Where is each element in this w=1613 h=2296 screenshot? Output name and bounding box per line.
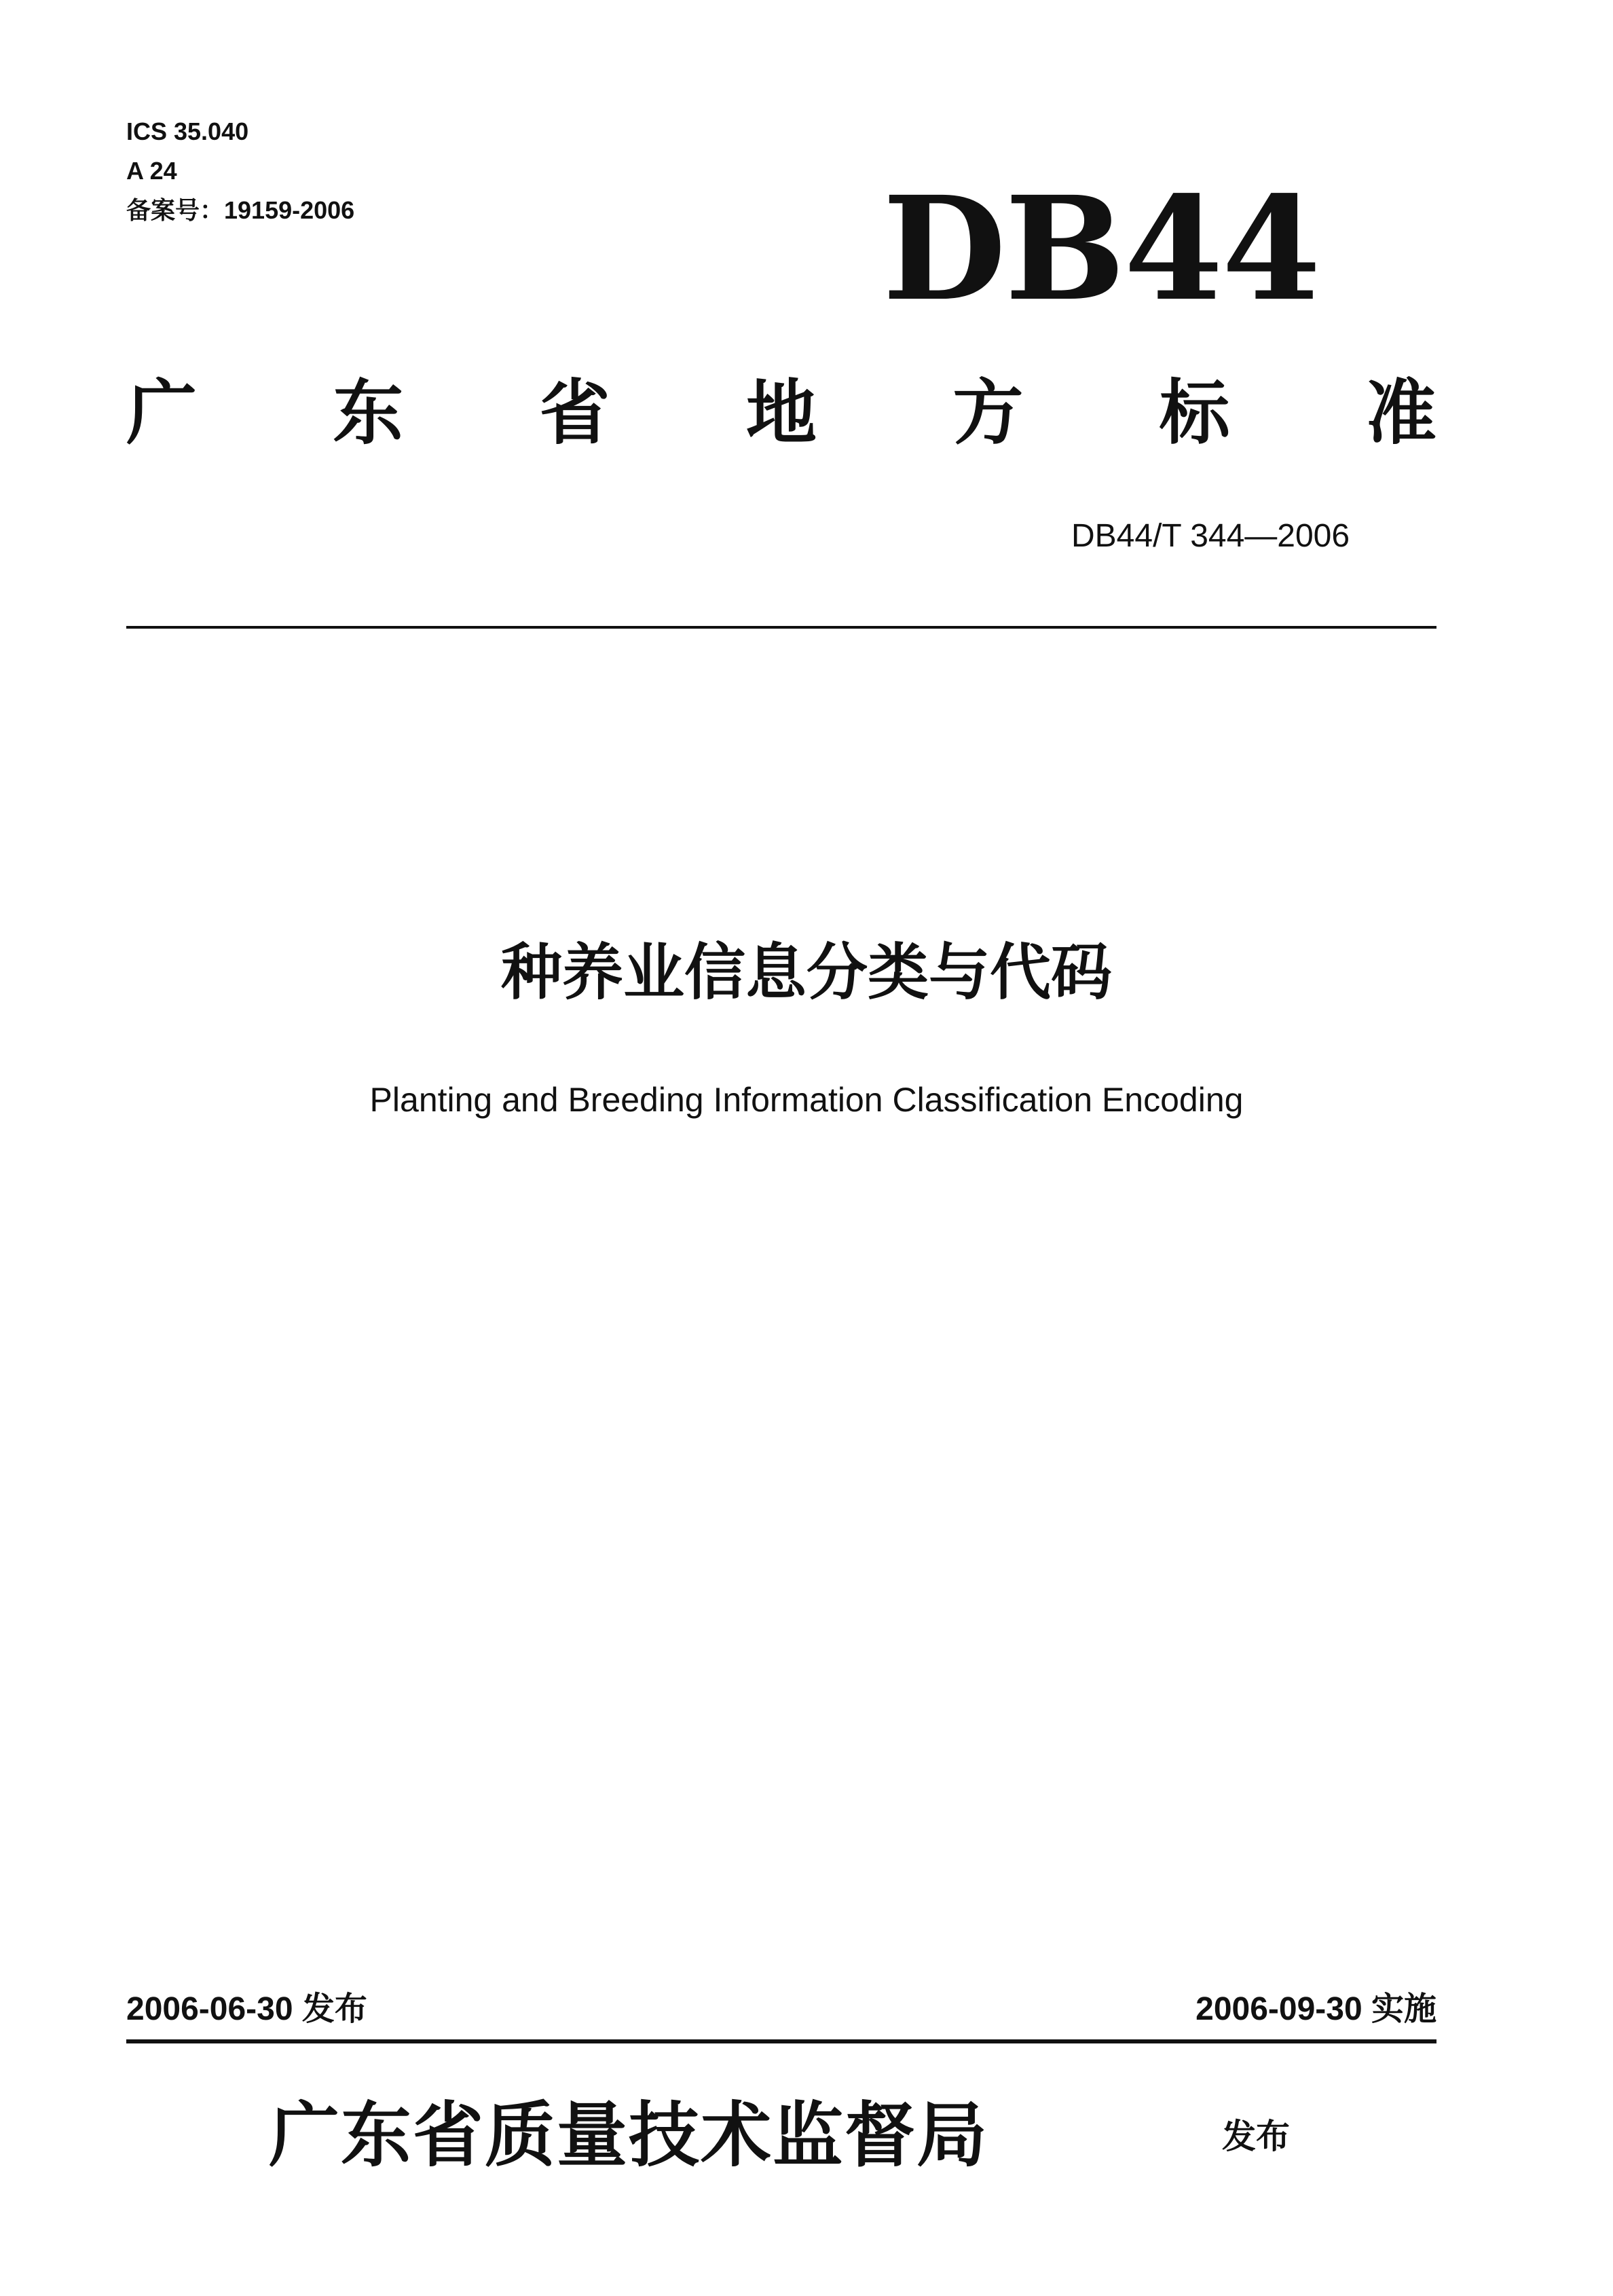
standard-type-char: 准 (1365, 371, 1436, 454)
issuer-publish-label: 发布 (1222, 2117, 1290, 2156)
implement-date: 2006-09-30 实施 (1195, 1991, 1436, 2027)
document-title-chinese: 种养业信息分类与代码 (501, 937, 1112, 1008)
document-title-english: Planting and Breeding Information Classification Encoding (369, 1081, 1244, 1119)
classification-code: A 24 (126, 157, 177, 185)
ics-code: ICS 35.040 (126, 117, 249, 145)
standard-code-logo: DB44 (883, 165, 1320, 333)
standard-type-char: 地 (745, 371, 817, 454)
record-number: 备案号：19159-2006 (126, 196, 355, 224)
top-divider (126, 626, 1436, 629)
publish-date: 2006-06-30 发布 (126, 1991, 367, 2027)
standard-number: DB44/T 344—2006 (1071, 518, 1350, 554)
standard-type-char: 广 (126, 371, 198, 454)
bottom-divider (126, 2039, 1436, 2043)
issuing-authority: 广东省质量技术监督局 (269, 2093, 989, 2177)
standard-type-char: 东 (333, 371, 404, 454)
standard-type-char: 省 (539, 371, 610, 454)
standard-type-heading (126, 372, 1436, 453)
standard-type-char: 方 (952, 371, 1024, 454)
standard-type-char: 标 (1159, 371, 1230, 454)
